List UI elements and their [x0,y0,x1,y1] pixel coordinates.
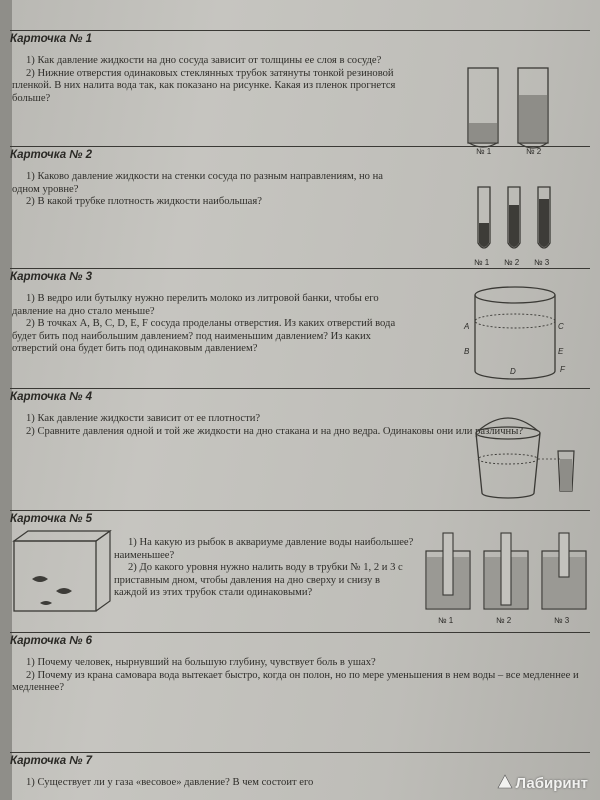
water-level [469,123,497,142]
tubes-figure [450,65,570,155]
card-title: Карточка № 2 [10,149,93,161]
fig-label: № 1 [438,616,454,625]
tubes-in-water-figure [420,527,590,627]
question-1: 1) Как давление жидкости на дно сосуда зависит от толщины ее слоя в сосуде? [26,55,382,66]
fig-label: № 2 [526,147,542,155]
card-5 [10,510,590,629]
question-1: 1) На какую из рыбок в аквариуме давление воды наибольшее? наименьшее? [114,537,414,561]
card-4 [10,388,590,507]
card-questions [12,55,412,105]
point-label: B [464,347,470,356]
fig-label: № 2 [504,258,520,267]
card-title: Карточка № 7 [10,755,93,767]
question-1: 1) Существует ли у газа «весовое» давление? В чем состоит его [26,777,314,788]
card-2 [10,146,590,269]
point-label: A [464,322,470,331]
card-questions [12,171,412,209]
question-2: 2) В точках A, B, C, D, E, F сосуда проделаны отверстия. Из каких отверстий вода будет бить под наибольшим давлением? под наименьшим давлением? Из каких отверстий она будет бить под одинаковым давлением? [12,318,396,355]
point-label: E [558,347,564,356]
fig-label: № 1 [476,147,492,155]
card-questions [114,537,414,600]
card-questions [12,657,582,695]
fig-label: № 3 [554,616,570,625]
fig-label: № 3 [534,258,550,267]
fish [40,601,52,605]
vessel-figure [450,279,580,383]
card-title: Карточка № 6 [10,635,93,647]
question-1: 1) Почему человек, нырнувший на большую глубину, чувствует боль в ушах? [26,657,376,668]
card-title: Карточка № 1 [10,33,93,45]
labyrinth-logo-icon [497,774,513,790]
point-label: F [560,365,565,374]
card-questions [12,293,412,356]
question-2: 2) В какой трубке плотность жидкости наибольшая? [26,196,262,208]
bucket-and-glass-figure [460,411,590,505]
point-label: C [558,322,564,331]
aquarium-figure [10,529,114,619]
question-2: 2) Сравните давления одной и той же жидкости на дно стакана и на дно ведра. Одинаковы они или различны? [26,425,524,437]
question-2: 2) Почему из крана самовара вода вытекает быстро, когда он полон, но по мере уменьшения в нем воды – все медленнее и медленнее? [12,669,579,694]
point-label: D [510,367,516,376]
question-1: 1) В ведро или бутылку нужно перелить молоко из литровой банки, чтобы его давление на дно стало меньше? [12,293,379,317]
question-1: 1) Каково давление жидкости на стенки сосуда по разным направлениям, но на одном уровне? [12,171,383,195]
fish [32,576,48,582]
water-level [519,95,547,142]
card-title: Карточка № 4 [10,391,93,403]
question-1: 1) Как давление жидкости зависит от ее плотности? [26,413,261,424]
fig-label: № 1 [474,258,490,267]
card-3 [10,268,590,385]
card-questions [12,777,452,790]
question-2: 2) До какого уровня нужно налить воду в трубки № 1, 2 и 3 с приставным дном, чтобы давления на дно сверху и снизу в каждой из этих трубок стали одинаковыми? [114,562,403,599]
fig-label: № 2 [496,616,512,625]
watermark-text: Лабиринт [515,775,588,792]
watermark [497,774,588,792]
card-1 [10,30,590,159]
card-6 [10,632,590,751]
fish [56,588,72,594]
card-title: Карточка № 3 [10,271,93,283]
question-2: 2) Нижние отверстия одинаковых стеклянных трубок затянуты тонкой резиновой пленкой. В них налита вода так, как показано на рисунке. Какая из пленок прогнется больше? [12,67,396,104]
card-title: Карточка № 5 [10,513,93,525]
test-tubes-figure [460,183,570,269]
